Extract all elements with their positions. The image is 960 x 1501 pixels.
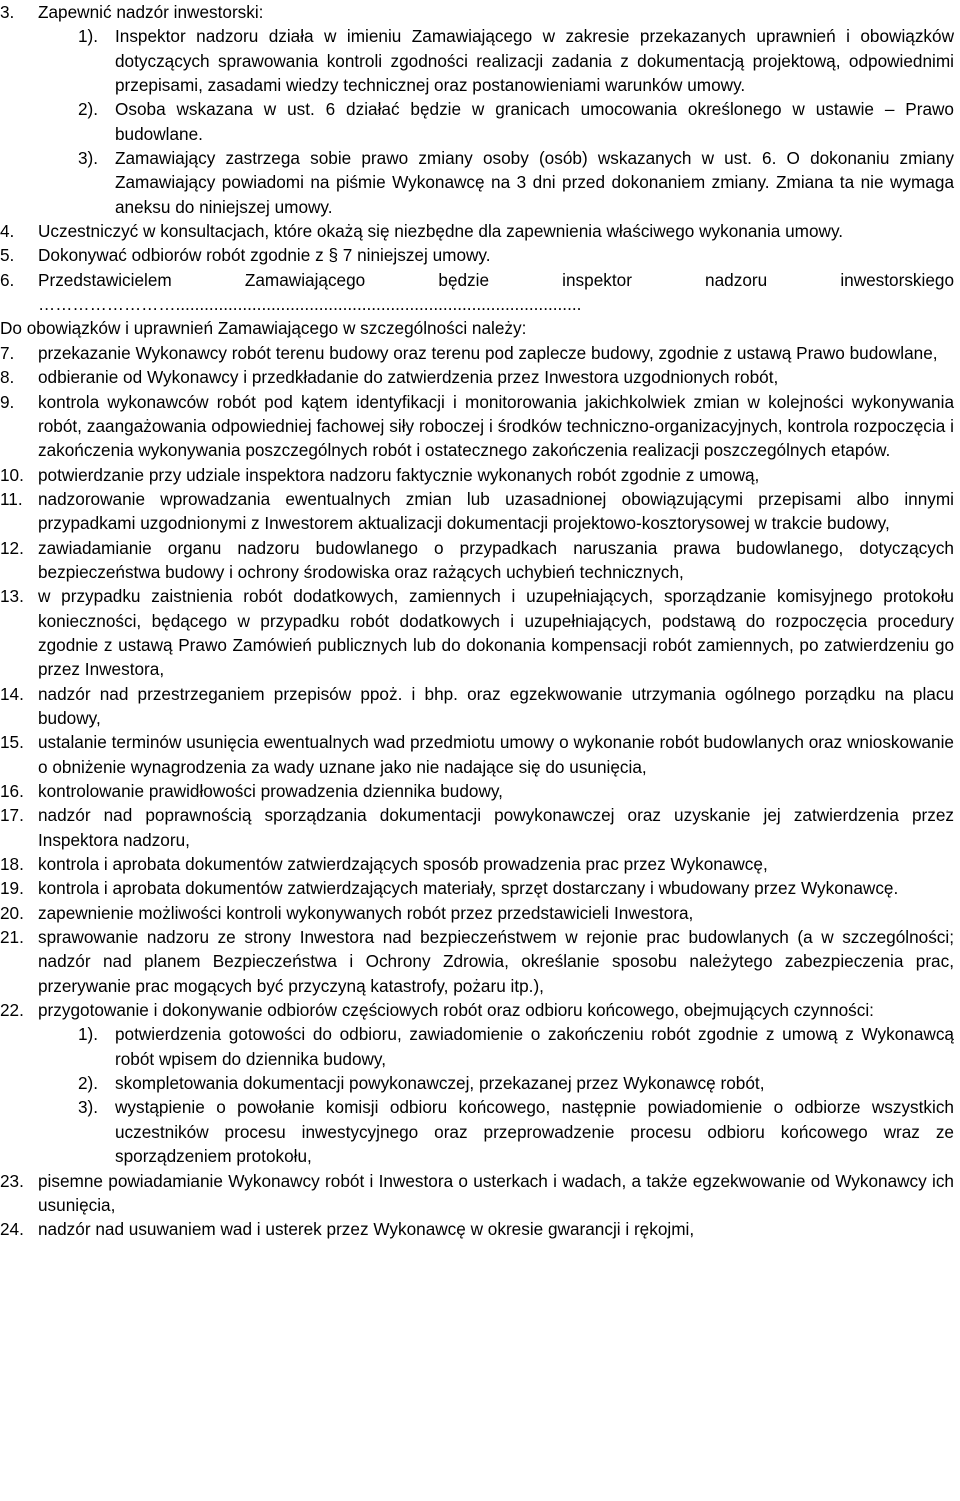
- list-item: [0, 536, 954, 585]
- item-text: zapewnienie możliwości kontroli wykonywanych robót przez przedstawicieli Inwestora,: [38, 902, 694, 923]
- item-text: Przedstawicielem Zamawiającego będzie inspektor nadzoru inwestorskiego …………………….....................................................................................: [38, 269, 954, 315]
- item-number: 14.: [0, 683, 24, 704]
- sub-item-number: 1).: [78, 26, 99, 47]
- list-item: [0, 998, 954, 1022]
- item-text: nadzorowanie wprowadzania ewentualnych zmian lub uzasadnionej obowiązującymi przepisami albo innymi przypadkami uzgodnionymi z Inwestorem aktualizacji dokumentacji projektowo-kosztorysowej w trakcie budowy,: [38, 488, 954, 534]
- intro-text: Do obowiązków i uprawnień Zamawiającego w szczególności należy:: [0, 318, 527, 339]
- list-item: [0, 682, 954, 731]
- item-number: 22.: [0, 1000, 24, 1021]
- list-item: [0, 730, 954, 779]
- sub-item-text: wystąpienie o powołanie komisji odbioru końcowego, następnie powiadomienie o odbiorze wszystkich uczestników procesu inwestycyjnego oraz przeprowadzenie procesu odbioru końcowego wraz ze sporządzeniem protokołu,: [115, 1097, 954, 1167]
- item-text: przekazanie Wykonawcy robót terenu budowy oraz terenu pod zaplecze budowy, zgodnie z ustawą Prawo budowlane,: [38, 342, 938, 363]
- sub-item: [0, 146, 954, 219]
- sub-item-number: 2).: [78, 1073, 99, 1094]
- intro-paragraph: [0, 316, 954, 340]
- sub-item-text: skompletowania dokumentacji powykonawczej, przekazanej przez Wykonawcę robót,: [115, 1073, 765, 1094]
- sub-item-text: Osoba wskazana w ust. 6 działać będzie w granicach umocowania określonego w ustawie – Prawo budowlane.: [115, 99, 954, 144]
- item-number: 20.: [0, 902, 24, 923]
- item-number: 21.: [0, 927, 24, 948]
- sub-item-number: 3).: [78, 1097, 99, 1118]
- item-number: 5.: [0, 245, 15, 266]
- list-item: [0, 925, 954, 998]
- sub-item-text: Zamawiający zastrzega sobie prawo zmiany osoby (osób) wskazanych w ust. 6. O dokonaniu zmiany Zamawiający powiadomi na piśmie Wykonawcę na 3 dni przed dokonaniem zmiany. Zmiana ta nie wymaga aneksu do niniejszej umowy.: [115, 148, 954, 217]
- item-number: 6.: [0, 269, 15, 290]
- item-number: 17.: [0, 805, 24, 826]
- item-number: 3.: [0, 2, 15, 22]
- list-item: [0, 243, 954, 267]
- item-text: kontrola i aprobata dokumentów zatwierdzających sposób prowadzenia prac przez Wykonawcę,: [38, 854, 768, 875]
- list-item: [0, 584, 954, 681]
- sub-item-number: 2).: [78, 99, 99, 120]
- list-item: [0, 365, 954, 389]
- sub-item: [0, 1071, 954, 1095]
- item-text: potwierdzanie przy udziale inspektora nadzoru faktycznie wykonanych robót zgodnie z umową,: [38, 464, 760, 485]
- sub-item-text: potwierdzenia gotowości do odbioru, zawiadomienie o zakończeniu robót zgodnie z umową z Wykonawcą robót wpisem do dziennika budowy,: [115, 1024, 954, 1069]
- item-text: Zapewnić nadzór inwestorski:: [38, 2, 264, 22]
- item-text: przygotowanie i dokonywanie odbiorów częściowych robót oraz odbioru końcowego, obejmujących czynności:: [38, 1000, 874, 1021]
- item-text: w przypadku zaistnienia robót dodatkowych, zamiennych i uzupełniających, sporządzanie komisyjnego protokołu konieczności, będącego w przypadku robót dodatkowych i uzupełniających, podstawą do rozpoczęcia procedury zgodnie z ustawą Prawo Zamówień publicznych lub do dokonania kompensacji robót zamiennych, po zatwierdzeniu go przez Inwestora,: [38, 586, 954, 680]
- item-text: kontrola i aprobata dokumentów zatwierdzających materiały, sprzęt dostarczany i wbudowany przez Wykonawcę.: [38, 878, 899, 899]
- list-item: [0, 803, 954, 852]
- list-item: [0, 779, 954, 803]
- item-number: 16.: [0, 781, 24, 801]
- item-number: 10.: [0, 464, 24, 485]
- sub-item: [0, 24, 954, 97]
- item-number: 15.: [0, 732, 24, 753]
- item-number: 18.: [0, 854, 24, 875]
- list-item: [0, 852, 954, 876]
- sub-item: [0, 97, 954, 146]
- list-item: [0, 390, 954, 463]
- item-number: 19.: [0, 878, 24, 899]
- item-number: 9.: [0, 391, 15, 412]
- item-text: Dokonywać odbiorów robót zgodnie z § 7 niniejszej umowy.: [38, 245, 491, 266]
- item-number: 8.: [0, 367, 15, 388]
- list-item: [0, 487, 954, 536]
- item-text: Uczestniczyć w konsultacjach, które okażą się niezbędne dla zapewnienia właściwego wykonania umowy.: [38, 221, 844, 242]
- item-text: nadzór nad poprawnością sporządzania dokumentacji powykonawczej oraz uzyskanie jej zatwierdzenia przez Inspektora nadzoru,: [38, 805, 954, 850]
- item-text: nadzór nad usuwaniem wad i usterek przez Wykonawcę w okresie gwarancji i rękojmi,: [38, 1219, 695, 1240]
- list-item: [0, 1217, 954, 1241]
- item-text: odbieranie od Wykonawcy i przedkładanie do zatwierdzenia przez Inwestora uzgodnionych robót,: [38, 367, 779, 388]
- sub-item-number: 1).: [78, 1024, 99, 1045]
- list-item: [0, 901, 954, 925]
- item-number: 13.: [0, 586, 24, 607]
- list-item: [0, 219, 954, 243]
- item-text: pisemne powiadamianie Wykonawcy robót i Inwestora o usterkach i wadach, a także egzekwowanie od Wykonawcy ich usunięcia,: [38, 1170, 954, 1215]
- item-text: ustalanie terminów usunięcia ewentualnych wad przedmiotu umowy o wykonanie robót budowlanych oraz wnioskowanie o obniżenie wynagrodzenia za wady uznane jako nie nadające się do usunięcia,: [38, 732, 954, 777]
- item-number: 24.: [0, 1219, 24, 1240]
- item-text: zawiadamianie organu nadzoru budowlanego o przypadkach naruszania prawa budowlanego, dotyczących bezpieczeństwa budowy i ochrony środowiska oraz rażących uchybień technicznych,: [38, 537, 954, 582]
- list-item: [0, 1169, 954, 1218]
- list-item: [0, 463, 954, 487]
- list-item: [0, 341, 954, 365]
- item-text: kontrolowanie prawidłowości prowadzenia dziennika budowy,: [38, 781, 503, 801]
- list-item: [0, 268, 954, 317]
- section-heading: [0, 0, 954, 24]
- item-number: 4.: [0, 221, 15, 242]
- sub-item-number: 3).: [78, 148, 99, 169]
- item-text: sprawowanie nadzoru ze strony Inwestora nad bezpieczeństwem w rejonie prac budowlanych (a w szczególności; nadzór nad planem Bezpieczeństwa i Ochrony Zdrowia, określanie sposobu należytego zabezpieczenia prac, przerywanie prac mogących być przyczyną katastrofy, pożaru itp.),: [38, 927, 954, 996]
- item-number: 7.: [0, 342, 15, 363]
- list-item: [0, 876, 954, 900]
- item-number: 11.: [0, 488, 23, 509]
- sub-item: [0, 1095, 954, 1168]
- item-number: 23.: [0, 1170, 24, 1191]
- item-text: kontrola wykonawców robót pod kątem identyfikacji i monitorowania jakichkolwiek zmian w kolejności wykonywania robót, zaangażowania odpowiedniej fachowej siły roboczej i środków techniczno-organizacyjnych, kontrola rozpoczęcia i zakończenia wykonywania poszczególnych robót i ostatecznego zakończenia realizacji poszczególnych etapów.: [38, 391, 954, 461]
- item-text: nadzór nad przestrzeganiem przepisów ppoż. i bhp. oraz egzekwowanie utrzymania ogólnego porządku na placu budowy,: [38, 683, 954, 728]
- sub-item: [0, 1022, 954, 1071]
- sub-item-text: Inspektor nadzoru działa w imieniu Zamawiającego w zakresie przekazanych uprawnień i obowiązków dotyczących sprawowania kontroli zgodności realizacji zadania z dokumentacją projektową, odpowiednimi przepisami, zasadami wiedzy technicznej oraz postanowieniami warunków umowy.: [115, 26, 954, 96]
- item-number: 12.: [0, 537, 24, 558]
